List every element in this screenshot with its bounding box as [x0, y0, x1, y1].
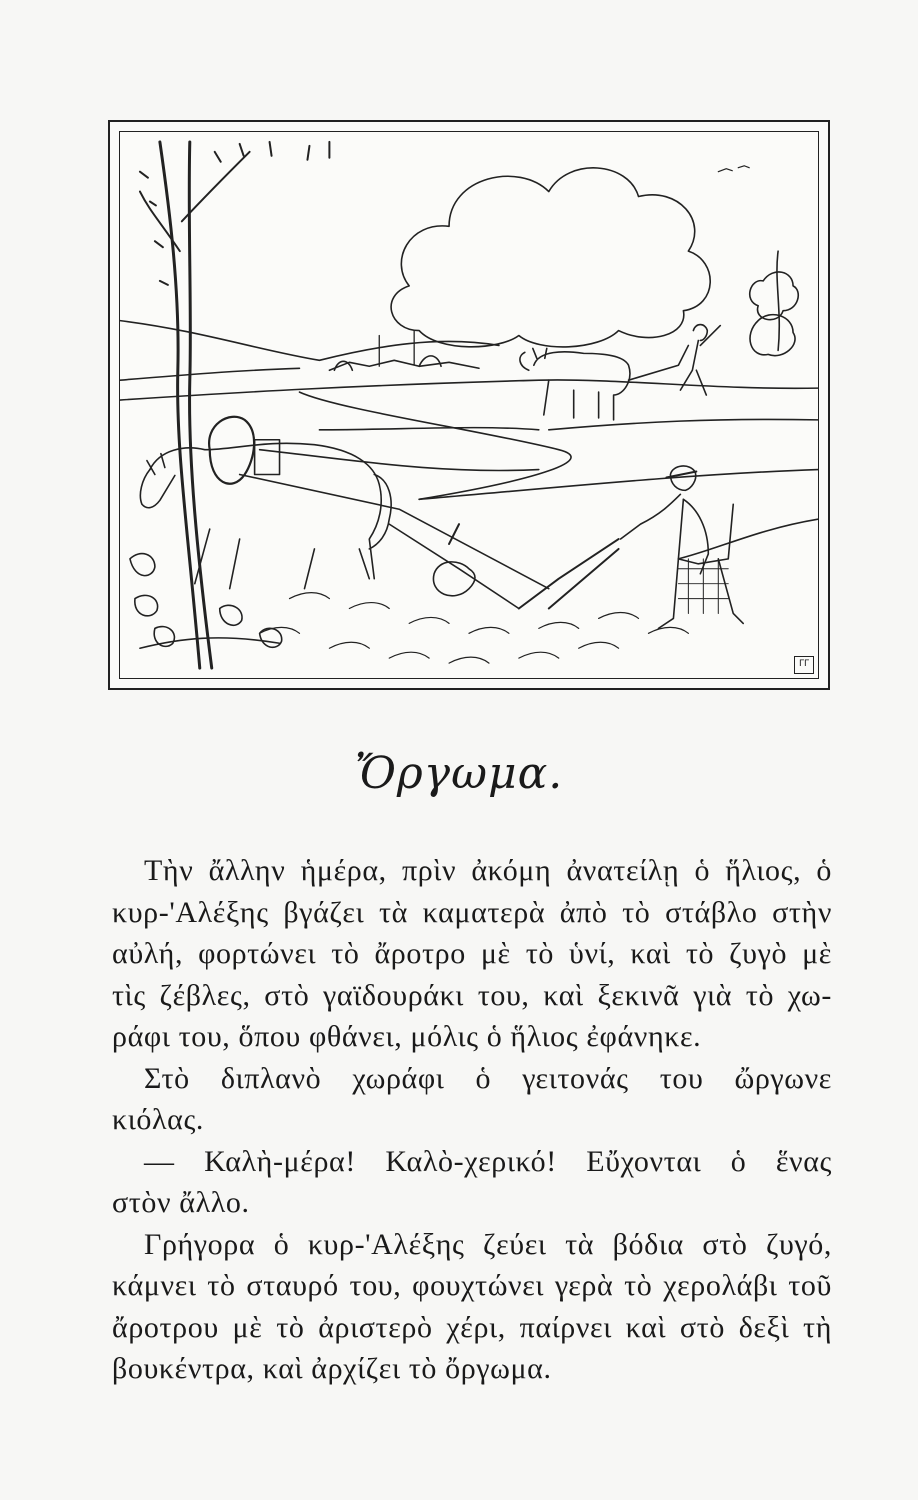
chapter-title: Ὄργωμα.	[354, 748, 564, 799]
text-line: κάμνει τὸ σταυρό του, φουχτώνει γερὰ τὸ χερολάβι τοῦ	[112, 1269, 832, 1302]
plowing-scene-drawing	[120, 132, 818, 678]
text-line: — Καλὴ-μέρα! Καλὸ-χερικό! Εὔχονται ὁ ἕνας	[144, 1144, 832, 1178]
paragraph-3	[112, 1141, 832, 1224]
paragraph-1	[112, 850, 832, 1058]
text-line: κυρ-'Αλέξης βγάζει τὰ καματερὰ ἀπὸ τὸ στάβλο στὴν	[112, 895, 832, 929]
text-line: Στὸ διπλανὸ χωράφι ὁ γειτονάς του ὤργωνε	[144, 1061, 832, 1095]
text-line: τὶς ζέβλες, στὸ γαϊδουράκι του, καὶ ξεκινᾶ γιὰ τὸ χω-	[112, 978, 832, 1012]
text-line: αὐλή, φορτώνει τὸ ἄροτρο μὲ τὸ ὑνί, καὶ τὸ ζυγὸ μὲ	[112, 937, 832, 970]
artist-monogram: ΓΓ	[794, 656, 814, 674]
text-line: ράφι του, ὅπου φθάνει, μόλις ὁ ἥλιος ἐφάνηκε.	[112, 1020, 702, 1053]
text-line: στὸν ἄλλο.	[112, 1186, 250, 1219]
paragraph-2	[112, 1058, 832, 1141]
text-line: βουκέντρα, καὶ ἀρχίζει τὸ ὄργωμα.	[112, 1352, 552, 1385]
story-text	[112, 850, 832, 1390]
illustration-inner-frame	[119, 131, 819, 679]
text-line: Τὴν ἄλλην ἡμέρα, πρὶν ἀκόμη ἀνατείλῃ ὁ ἥλιος, ὁ	[144, 854, 832, 887]
text-line: κιόλας.	[112, 1103, 205, 1136]
text-line: Γρήγορα ὁ κυρ-'Αλέξης ζεύει τὰ βόδια στὸ ζυγό,	[144, 1227, 832, 1261]
text-line: ἄροτρου μὲ τὸ ἀριστερὸ χέρι, παίρνει καὶ στὸ δεξὶ τὴ	[112, 1310, 832, 1344]
paragraph-4	[112, 1224, 832, 1390]
plowing-illustration	[108, 120, 830, 690]
